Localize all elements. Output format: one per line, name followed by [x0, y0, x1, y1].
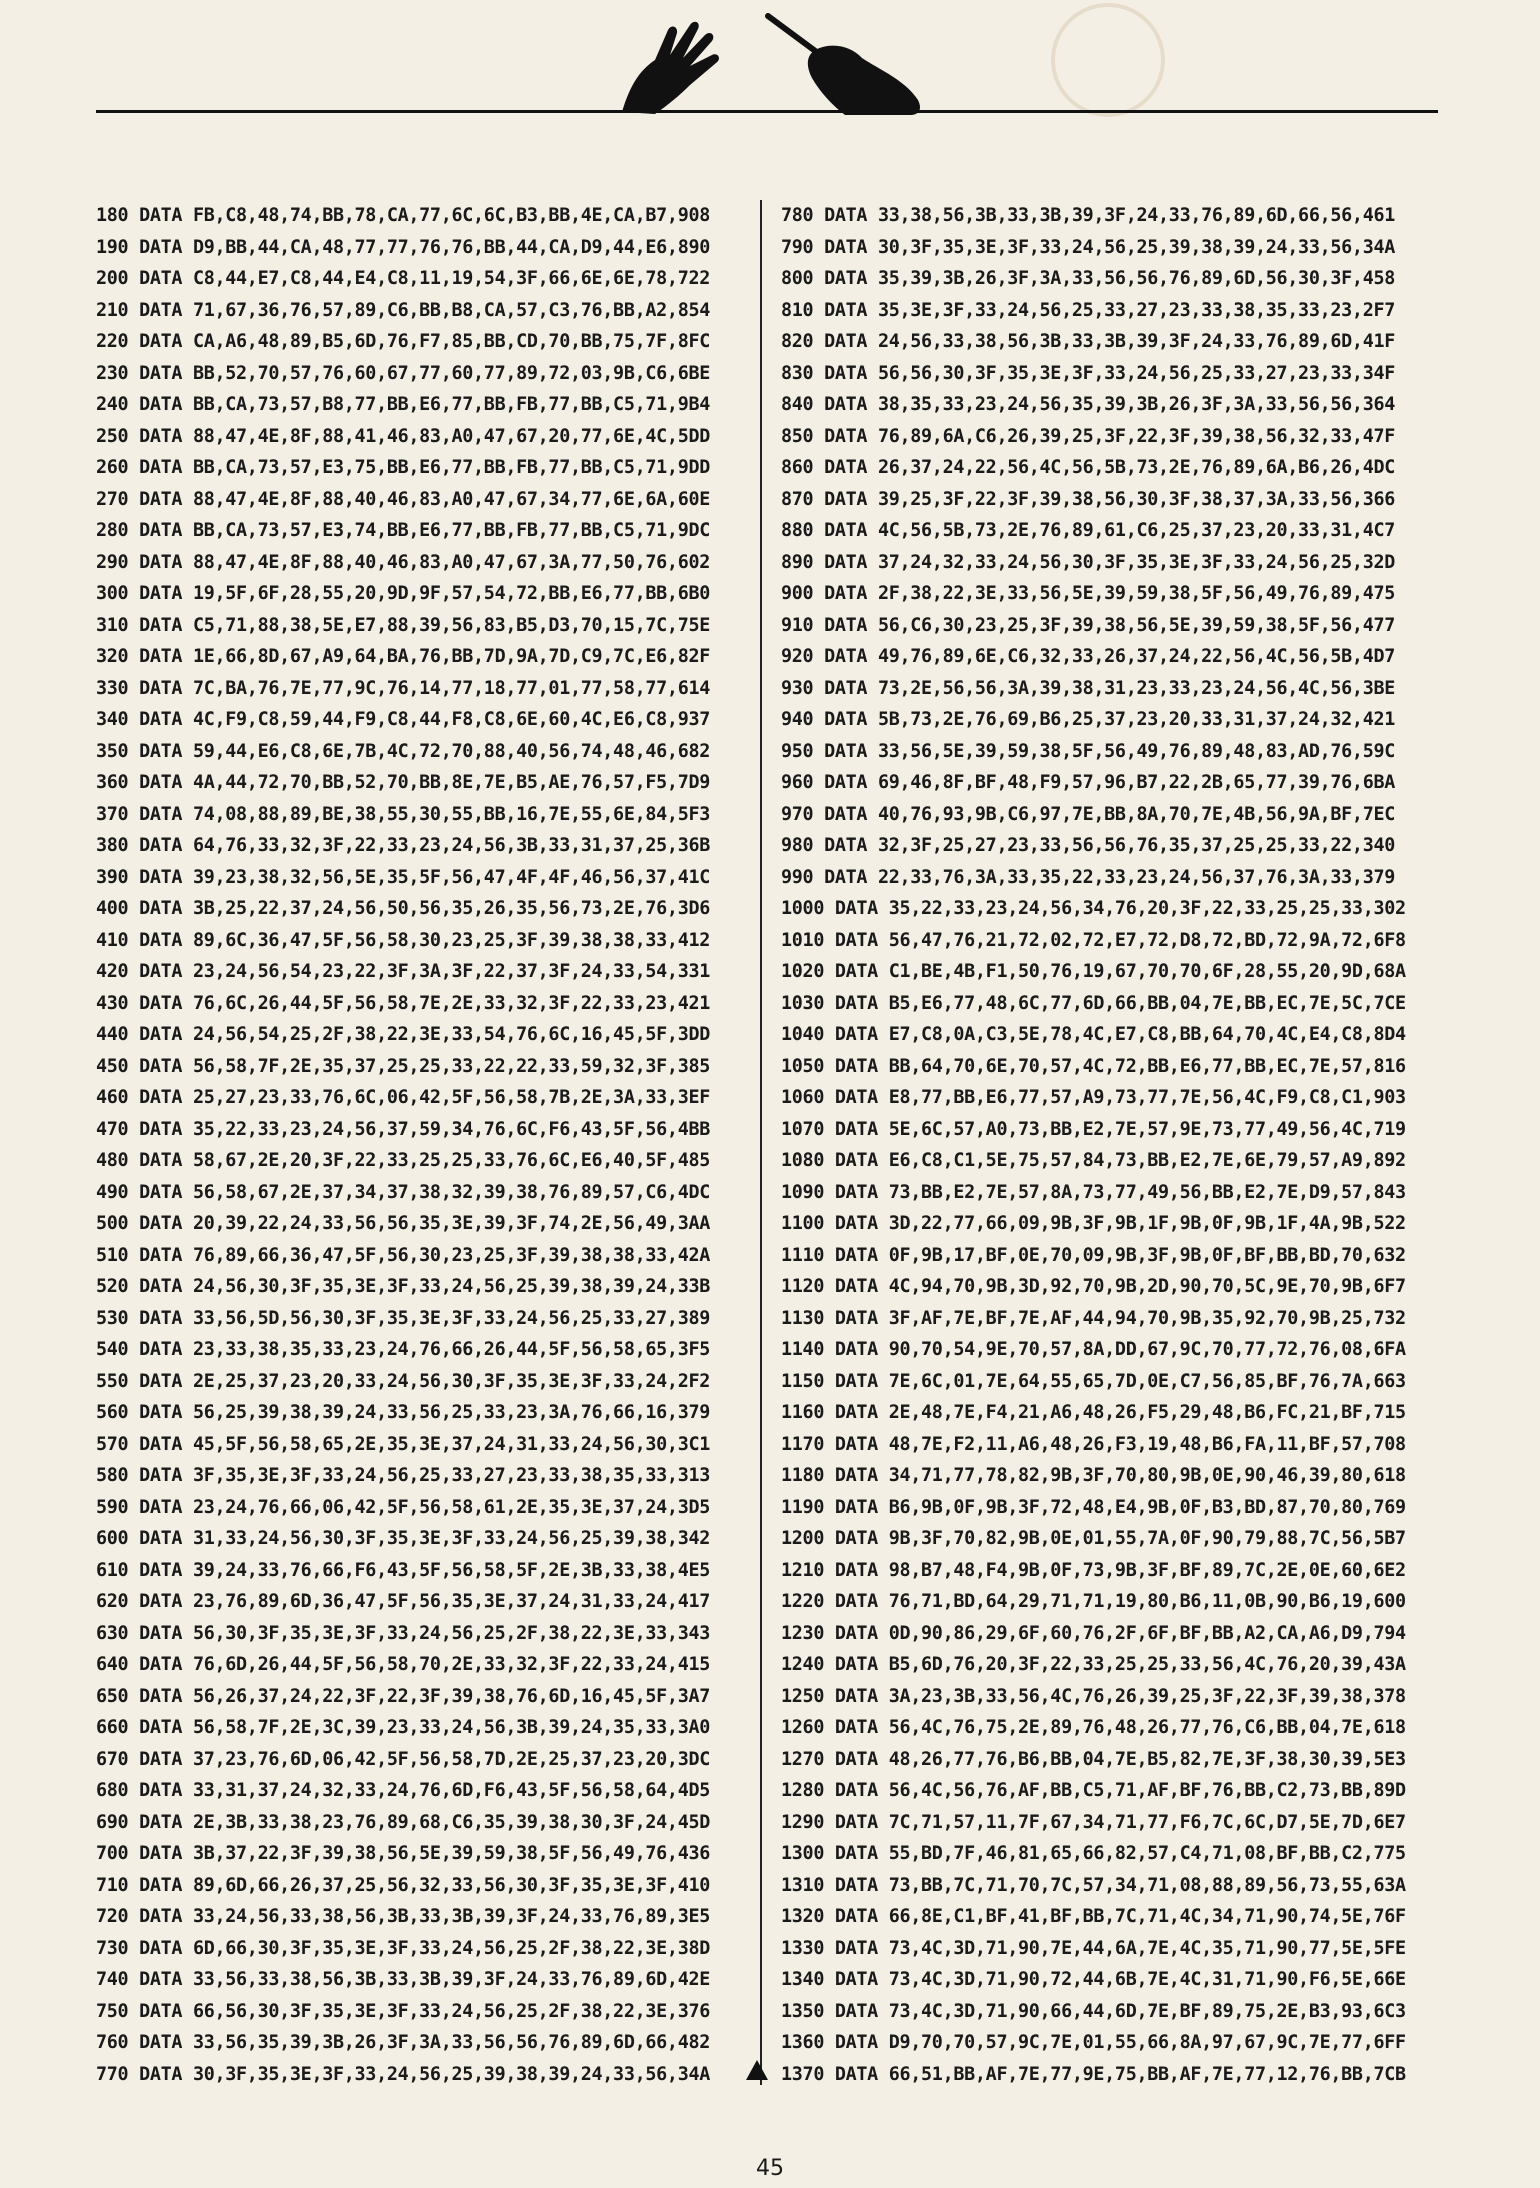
data-line: 1270 DATA 48,26,77,76,B6,BB,04,7E,B5,82,7E,3F,38,30,39,5E3: [781, 1748, 1406, 1770]
data-line: 1040 DATA E7,C8,0A,C3,5E,78,4C,E7,C8,BB,64,70,4C,E4,C8,8D4: [781, 1024, 1406, 1045]
header-rule: [96, 110, 1438, 113]
data-line: 270 DATA 88,47,4E,8F,88,40,46,83,A0,47,67,34,77,6E,6A,60E: [96, 488, 711, 510]
data-line: 550 DATA 2E,25,37,23,20,33,24,56,30,3F,35,3E,3F,33,24,2F2: [96, 1370, 711, 1392]
data-line: 920 DATA 49,76,89,6E,C6,32,33,26,37,24,22,56,4C,56,5B,4D7: [781, 646, 1396, 667]
data-line: 530 DATA 33,56,5D,56,30,3F,35,3E,3F,33,24,56,25,33,27,389: [96, 1307, 711, 1329]
data-line: 690 DATA 2E,3B,33,38,23,76,89,68,C6,35,39,38,30,3F,24,45D: [96, 1811, 711, 1833]
page-number: 45: [756, 2156, 784, 2181]
data-line: 1220 DATA 76,71,BD,64,29,71,71,19,80,B6,11,0B,90,B6,19,600: [781, 1591, 1406, 1612]
data-line: 640 DATA 76,6D,26,44,5F,56,58,70,2E,33,32,3F,22,33,24,415: [96, 1654, 711, 1675]
data-line: 430 DATA 76,6C,26,44,5F,56,58,7E,2E,33,32,3F,22,33,23,421: [96, 992, 711, 1014]
data-line: 980 DATA 32,3F,25,27,23,33,56,56,76,35,37,25,25,33,22,340: [781, 835, 1396, 856]
data-line: 800 DATA 35,39,3B,26,3F,3A,33,56,56,76,89,6D,56,30,3F,458: [781, 268, 1396, 289]
data-line: 320 DATA 1E,66,8D,67,A9,64,BA,76,BB,7D,9A,7D,C9,7C,E6,82F: [96, 646, 711, 667]
data-line: 680 DATA 33,31,37,24,32,33,24,76,6D,F6,43,5F,56,58,64,4D5: [96, 1780, 711, 1801]
data-line: 1100 DATA 3D,22,77,66,09,9B,3F,9B,1F,9B,0F,9B,1F,4A,9B,522: [781, 1213, 1406, 1234]
data-line: 560 DATA 56,25,39,38,39,24,33,56,25,33,23,3A,76,66,16,379: [96, 1402, 711, 1423]
data-line: 1320 DATA 66,8E,C1,BF,41,BF,BB,7C,71,4C,34,71,90,74,5E,76F: [781, 1906, 1406, 1927]
data-line: 780 DATA 33,38,56,3B,33,3B,39,3F,24,33,76,89,6D,66,56,461: [781, 205, 1396, 226]
data-line: 180 DATA FB,C8,48,74,BB,78,CA,77,6C,6C,B3,BB,4E,CA,B7,908: [96, 205, 711, 226]
data-line: 790 DATA 30,3F,35,3E,3F,33,24,56,25,39,38,39,24,33,56,34A: [781, 236, 1396, 258]
data-line: 510 DATA 76,89,66,36,47,5F,56,30,23,25,3F,39,38,38,33,42A: [96, 1244, 711, 1266]
data-line: 590 DATA 23,24,76,66,06,42,5F,56,58,61,2E,35,3E,37,24,3D5: [96, 1496, 711, 1518]
data-line: 1130 DATA 3F,AF,7E,BF,7E,AF,44,94,70,9B,35,92,70,9B,25,732: [781, 1307, 1406, 1329]
data-line: 220 DATA CA,A6,48,89,B5,6D,76,F7,85,BB,CD,70,BB,75,7F,8FC: [96, 331, 711, 352]
data-line: 930 DATA 73,2E,56,56,3A,39,38,31,23,33,23,24,56,4C,56,3BE: [781, 677, 1396, 699]
data-line: 700 DATA 3B,37,22,3F,39,38,56,5E,39,59,38,5F,56,49,76,436: [96, 1843, 711, 1864]
data-line: 310 DATA C5,71,88,38,5E,E7,88,39,56,83,B5,D3,70,15,7C,75E: [96, 614, 711, 636]
data-line: 200 DATA C8,44,E7,C8,44,E4,C8,11,19,54,3F,66,6E,6E,78,722: [96, 268, 711, 289]
triangle-marker-icon: [746, 2060, 768, 2080]
program-listing-left-column: [96, 200, 751, 2090]
data-line: 260 DATA BB,CA,73,57,E3,75,BB,E6,77,BB,FB,77,BB,C5,71,9DD: [96, 457, 711, 478]
data-line: 340 DATA 4C,F9,C8,59,44,F9,C8,44,F8,C8,6E,60,4C,E6,C8,937: [96, 709, 711, 730]
data-line: 240 DATA BB,CA,73,57,B8,77,BB,E6,77,BB,FB,77,BB,C5,71,9B4: [96, 394, 711, 415]
data-line: 420 DATA 23,24,56,54,23,22,3F,3A,3F,22,37,3F,24,33,54,331: [96, 961, 711, 982]
data-line: 1310 DATA 73,BB,7C,71,70,7C,57,34,71,08,88,89,56,73,55,63A: [781, 1874, 1406, 1896]
data-line: 1370 DATA 66,51,BB,AF,7E,77,9E,75,BB,AF,7E,77,12,76,BB,7CB: [781, 2063, 1406, 2085]
data-line: 190 DATA D9,BB,44,CA,48,77,77,76,76,BB,44,CA,D9,44,E6,890: [96, 236, 711, 258]
data-line: 880 DATA 4C,56,5B,73,2E,76,89,61,C6,25,37,23,20,33,31,4C7: [781, 520, 1396, 541]
data-line: 580 DATA 3F,35,3E,3F,33,24,56,25,33,27,23,33,38,35,33,313: [96, 1465, 711, 1486]
data-line: 330 DATA 7C,BA,76,7E,77,9C,76,14,77,18,77,01,77,58,77,614: [96, 677, 711, 699]
data-line: 1260 DATA 56,4C,76,75,2E,89,76,48,26,77,76,C6,BB,04,7E,618: [781, 1717, 1406, 1738]
data-line: 770 DATA 30,3F,35,3E,3F,33,24,56,25,39,38,39,24,33,56,34A: [96, 2063, 711, 2085]
data-line: 380 DATA 64,76,33,32,3F,22,33,23,24,56,3B,33,31,37,25,36B: [96, 835, 711, 856]
data-line: 860 DATA 26,37,24,22,56,4C,56,5B,73,2E,76,89,6A,B6,26,4DC: [781, 457, 1396, 478]
left-hand-icon: [622, 22, 719, 114]
data-line: 740 DATA 33,56,33,38,56,3B,33,3B,39,3F,24,33,76,89,6D,42E: [96, 1969, 711, 1990]
data-line: 210 DATA 71,67,36,76,57,89,C6,BB,B8,CA,57,C3,76,BB,A2,854: [96, 299, 711, 321]
data-line: 500 DATA 20,39,22,24,33,56,56,35,3E,39,3F,74,2E,56,49,3AA: [96, 1213, 711, 1234]
data-line: 1300 DATA 55,BD,7F,46,81,65,66,82,57,C4,71,08,BF,BB,C2,775: [781, 1843, 1406, 1864]
data-line: 890 DATA 37,24,32,33,24,56,30,3F,35,3E,3F,33,24,56,25,32D: [781, 551, 1396, 573]
data-line: 1080 DATA E6,C8,C1,5E,75,57,84,73,BB,E2,7E,6E,79,57,A9,892: [781, 1150, 1406, 1171]
data-line: 940 DATA 5B,73,2E,76,69,B6,25,37,23,20,33,31,37,24,32,421: [781, 709, 1396, 730]
data-line: 1070 DATA 5E,6C,57,A0,73,BB,E2,7E,57,9E,73,77,49,56,4C,719: [781, 1118, 1406, 1140]
data-line: 1120 DATA 4C,94,70,9B,3D,92,70,9B,2D,90,70,5C,9E,70,9B,6F7: [781, 1276, 1406, 1297]
data-line: 230 DATA BB,52,70,57,76,60,67,77,60,77,89,72,03,9B,C6,6BE: [96, 362, 711, 384]
data-line: 970 DATA 40,76,93,9B,C6,97,7E,BB,8A,70,7E,4B,56,9A,BF,7EC: [781, 803, 1396, 825]
data-line: 390 DATA 39,23,38,32,56,5E,35,5F,56,47,4F,4F,46,56,37,41C: [96, 866, 711, 888]
data-line: 1210 DATA 98,B7,48,F4,9B,0F,73,9B,3F,BF,89,7C,2E,0E,60,6E2: [781, 1559, 1406, 1581]
data-line: 900 DATA 2F,38,22,3E,33,56,5E,39,59,38,5F,56,49,76,89,475: [781, 583, 1396, 604]
data-line: 1280 DATA 56,4C,56,76,AF,BB,C5,71,AF,BF,76,BB,C2,73,BB,89D: [781, 1780, 1406, 1801]
data-line: 360 DATA 4A,44,72,70,BB,52,70,BB,8E,7E,B5,AE,76,57,F5,7D9: [96, 772, 711, 793]
data-line: 1020 DATA C1,BE,4B,F1,50,76,19,67,70,70,6F,28,55,20,9D,68A: [781, 961, 1406, 982]
data-line: 1170 DATA 48,7E,F2,11,A6,48,26,F3,19,48,B6,FA,11,BF,57,708: [781, 1433, 1406, 1455]
data-line: 490 DATA 56,58,67,2E,37,34,37,38,32,39,38,76,89,57,C6,4DC: [96, 1181, 711, 1203]
data-line: 450 DATA 56,58,7F,2E,35,37,25,25,33,22,22,33,59,32,3F,385: [96, 1055, 711, 1077]
data-line: 290 DATA 88,47,4E,8F,88,40,46,83,A0,47,67,3A,77,50,76,602: [96, 551, 711, 573]
data-line: 710 DATA 89,6D,66,26,37,25,56,32,33,56,30,3F,35,3E,3F,410: [96, 1874, 711, 1896]
data-line: 950 DATA 33,56,5E,39,59,38,5F,56,49,76,89,48,83,AD,76,59C: [781, 740, 1396, 762]
data-line: 830 DATA 56,56,30,3F,35,3E,3F,33,24,56,25,33,27,23,33,34F: [781, 362, 1396, 384]
data-line: 810 DATA 35,3E,3F,33,24,56,25,33,27,23,33,38,35,33,23,2F7: [781, 299, 1396, 321]
data-line: 570 DATA 45,5F,56,58,65,2E,35,3E,37,24,31,33,24,56,30,3C1: [96, 1433, 711, 1455]
data-line: 1330 DATA 73,4C,3D,71,90,7E,44,6A,7E,4C,35,71,90,77,5E,5FE: [781, 1937, 1406, 1959]
data-line: 820 DATA 24,56,33,38,56,3B,33,3B,39,3F,24,33,76,89,6D,41F: [781, 331, 1396, 352]
data-line: 460 DATA 25,27,23,33,76,6C,06,42,5F,56,58,7B,2E,3A,33,3EF: [96, 1087, 711, 1108]
data-line: 1090 DATA 73,BB,E2,7E,57,8A,73,77,49,56,BB,E2,7E,D9,57,843: [781, 1181, 1406, 1203]
data-line: 300 DATA 19,5F,6F,28,55,20,9D,9F,57,54,72,BB,E6,77,BB,6B0: [96, 583, 711, 604]
data-line: 610 DATA 39,24,33,76,66,F6,43,5F,56,58,5F,2E,3B,33,38,4E5: [96, 1559, 711, 1581]
data-line: 280 DATA BB,CA,73,57,E3,74,BB,E6,77,BB,FB,77,BB,C5,71,9DC: [96, 520, 711, 541]
data-line: 990 DATA 22,33,76,3A,33,35,22,33,23,24,56,37,76,3A,33,379: [781, 866, 1396, 888]
baton-hand-icon: [768, 16, 920, 115]
data-line: 520 DATA 24,56,30,3F,35,3E,3F,33,24,56,25,39,38,39,24,33B: [96, 1276, 711, 1297]
data-line: 250 DATA 88,47,4E,8F,88,41,46,83,A0,47,67,20,77,6E,4C,5DD: [96, 425, 711, 447]
data-line: 1140 DATA 90,70,54,9E,70,57,8A,DD,67,9C,70,77,72,76,08,6FA: [781, 1339, 1406, 1360]
data-line: 1290 DATA 7C,71,57,11,7F,67,34,71,77,F6,7C,6C,D7,5E,7D,6E7: [781, 1811, 1406, 1833]
data-line: 1230 DATA 0D,90,86,29,6F,60,76,2F,6F,BF,BB,A2,CA,A6,D9,794: [781, 1622, 1406, 1644]
data-line: 1000 DATA 35,22,33,23,24,56,34,76,20,3F,22,33,25,25,33,302: [781, 898, 1406, 919]
data-line: 1240 DATA B5,6D,76,20,3F,22,33,25,25,33,56,4C,76,20,39,43A: [781, 1654, 1406, 1675]
data-line: 650 DATA 56,26,37,24,22,3F,22,3F,39,38,76,6D,16,45,5F,3A7: [96, 1685, 711, 1707]
data-line: 350 DATA 59,44,E6,C8,6E,7B,4C,72,70,88,40,56,74,48,46,682: [96, 740, 711, 762]
conductor-hands-illustration: [0, 0, 1540, 140]
data-line: 840 DATA 38,35,33,23,24,56,35,39,3B,26,3F,3A,33,56,56,364: [781, 394, 1396, 415]
data-line: 730 DATA 6D,66,30,3F,35,3E,3F,33,24,56,25,2F,38,22,3E,38D: [96, 1937, 711, 1959]
data-line: 870 DATA 39,25,3F,22,3F,39,38,56,30,3F,38,37,3A,33,56,366: [781, 488, 1396, 510]
data-line: 960 DATA 69,46,8F,BF,48,F9,57,96,B7,22,2B,65,77,39,76,6BA: [781, 772, 1396, 793]
data-line: 620 DATA 23,76,89,6D,36,47,5F,56,35,3E,37,24,31,33,24,417: [96, 1591, 711, 1612]
data-line: 400 DATA 3B,25,22,37,24,56,50,56,35,26,35,56,73,2E,76,3D6: [96, 898, 711, 919]
data-line: 410 DATA 89,6C,36,47,5F,56,58,30,23,25,3F,39,38,38,33,412: [96, 929, 711, 951]
data-line: 850 DATA 76,89,6A,C6,26,39,25,3F,22,3F,39,38,56,32,33,47F: [781, 425, 1396, 447]
data-line: 540 DATA 23,33,38,35,33,23,24,76,66,26,44,5F,56,58,65,3F5: [96, 1339, 711, 1360]
data-line: 720 DATA 33,24,56,33,38,56,3B,33,3B,39,3F,24,33,76,89,3E5: [96, 1906, 711, 1927]
data-line: 1150 DATA 7E,6C,01,7E,64,55,65,7D,0E,C7,56,85,BF,76,7A,663: [781, 1370, 1406, 1392]
column-divider: [760, 200, 762, 2085]
data-line: 1350 DATA 73,4C,3D,71,90,66,44,6D,7E,BF,89,75,2E,B3,93,6C3: [781, 2000, 1406, 2022]
data-line: 750 DATA 66,56,30,3F,35,3E,3F,33,24,56,25,2F,38,22,3E,376: [96, 2000, 711, 2022]
data-line: 760 DATA 33,56,35,39,3B,26,3F,3A,33,56,56,76,89,6D,66,482: [96, 2032, 711, 2053]
data-line: 600 DATA 31,33,24,56,30,3F,35,3E,3F,33,24,56,25,39,38,342: [96, 1528, 711, 1549]
data-line: 1160 DATA 2E,48,7E,F4,21,A6,48,26,F5,29,48,B6,FC,21,BF,715: [781, 1402, 1406, 1423]
data-line: 1360 DATA D9,70,70,57,9C,7E,01,55,66,8A,97,67,9C,7E,77,6FF: [781, 2032, 1406, 2053]
data-line: 1050 DATA BB,64,70,6E,70,57,4C,72,BB,E6,77,BB,EC,7E,57,816: [781, 1055, 1406, 1077]
data-line: 670 DATA 37,23,76,6D,06,42,5F,56,58,7D,2E,25,37,23,20,3DC: [96, 1748, 711, 1770]
data-line: 660 DATA 56,58,7F,2E,3C,39,23,33,24,56,3B,39,24,35,33,3A0: [96, 1717, 711, 1738]
data-line: 1340 DATA 73,4C,3D,71,90,72,44,6B,7E,4C,31,71,90,F6,5E,66E: [781, 1969, 1406, 1990]
data-line: 1200 DATA 9B,3F,70,82,9B,0E,01,55,7A,0F,90,79,88,7C,56,5B7: [781, 1528, 1406, 1549]
data-line: 1010 DATA 56,47,76,21,72,02,72,E7,72,D8,72,BD,72,9A,72,6F8: [781, 929, 1406, 951]
data-line: 630 DATA 56,30,3F,35,3E,3F,33,24,56,25,2F,38,22,3E,33,343: [96, 1622, 711, 1644]
data-line: 370 DATA 74,08,88,89,BE,38,55,30,55,BB,16,7E,55,6E,84,5F3: [96, 803, 711, 825]
data-line: 480 DATA 58,67,2E,20,3F,22,33,25,25,33,76,6C,E6,40,5F,485: [96, 1150, 711, 1171]
data-line: 440 DATA 24,56,54,25,2F,38,22,3E,33,54,76,6C,16,45,5F,3DD: [96, 1024, 711, 1045]
data-line: 1180 DATA 34,71,77,78,82,9B,3F,70,80,9B,0E,90,46,39,80,618: [781, 1465, 1406, 1486]
data-line: 910 DATA 56,C6,30,23,25,3F,39,38,56,5E,39,59,38,5F,56,477: [781, 614, 1396, 636]
data-line: 1250 DATA 3A,23,3B,33,56,4C,76,26,39,25,3F,22,3F,39,38,378: [781, 1685, 1406, 1707]
program-listing-right-column: [781, 200, 1436, 2090]
data-line: 1190 DATA B6,9B,0F,9B,3F,72,48,E4,9B,0F,B3,BD,87,70,80,769: [781, 1496, 1406, 1518]
data-line: 1110 DATA 0F,9B,17,BF,0E,70,09,9B,3F,9B,0F,BF,BB,BD,70,632: [781, 1244, 1406, 1266]
data-line: 470 DATA 35,22,33,23,24,56,37,59,34,76,6C,F6,43,5F,56,4BB: [96, 1118, 711, 1140]
data-line: 1060 DATA E8,77,BB,E6,77,57,A9,73,77,7E,56,4C,F9,C8,C1,903: [781, 1087, 1406, 1108]
data-line: 1030 DATA B5,E6,77,48,6C,77,6D,66,BB,04,7E,BB,EC,7E,5C,7CE: [781, 992, 1406, 1014]
